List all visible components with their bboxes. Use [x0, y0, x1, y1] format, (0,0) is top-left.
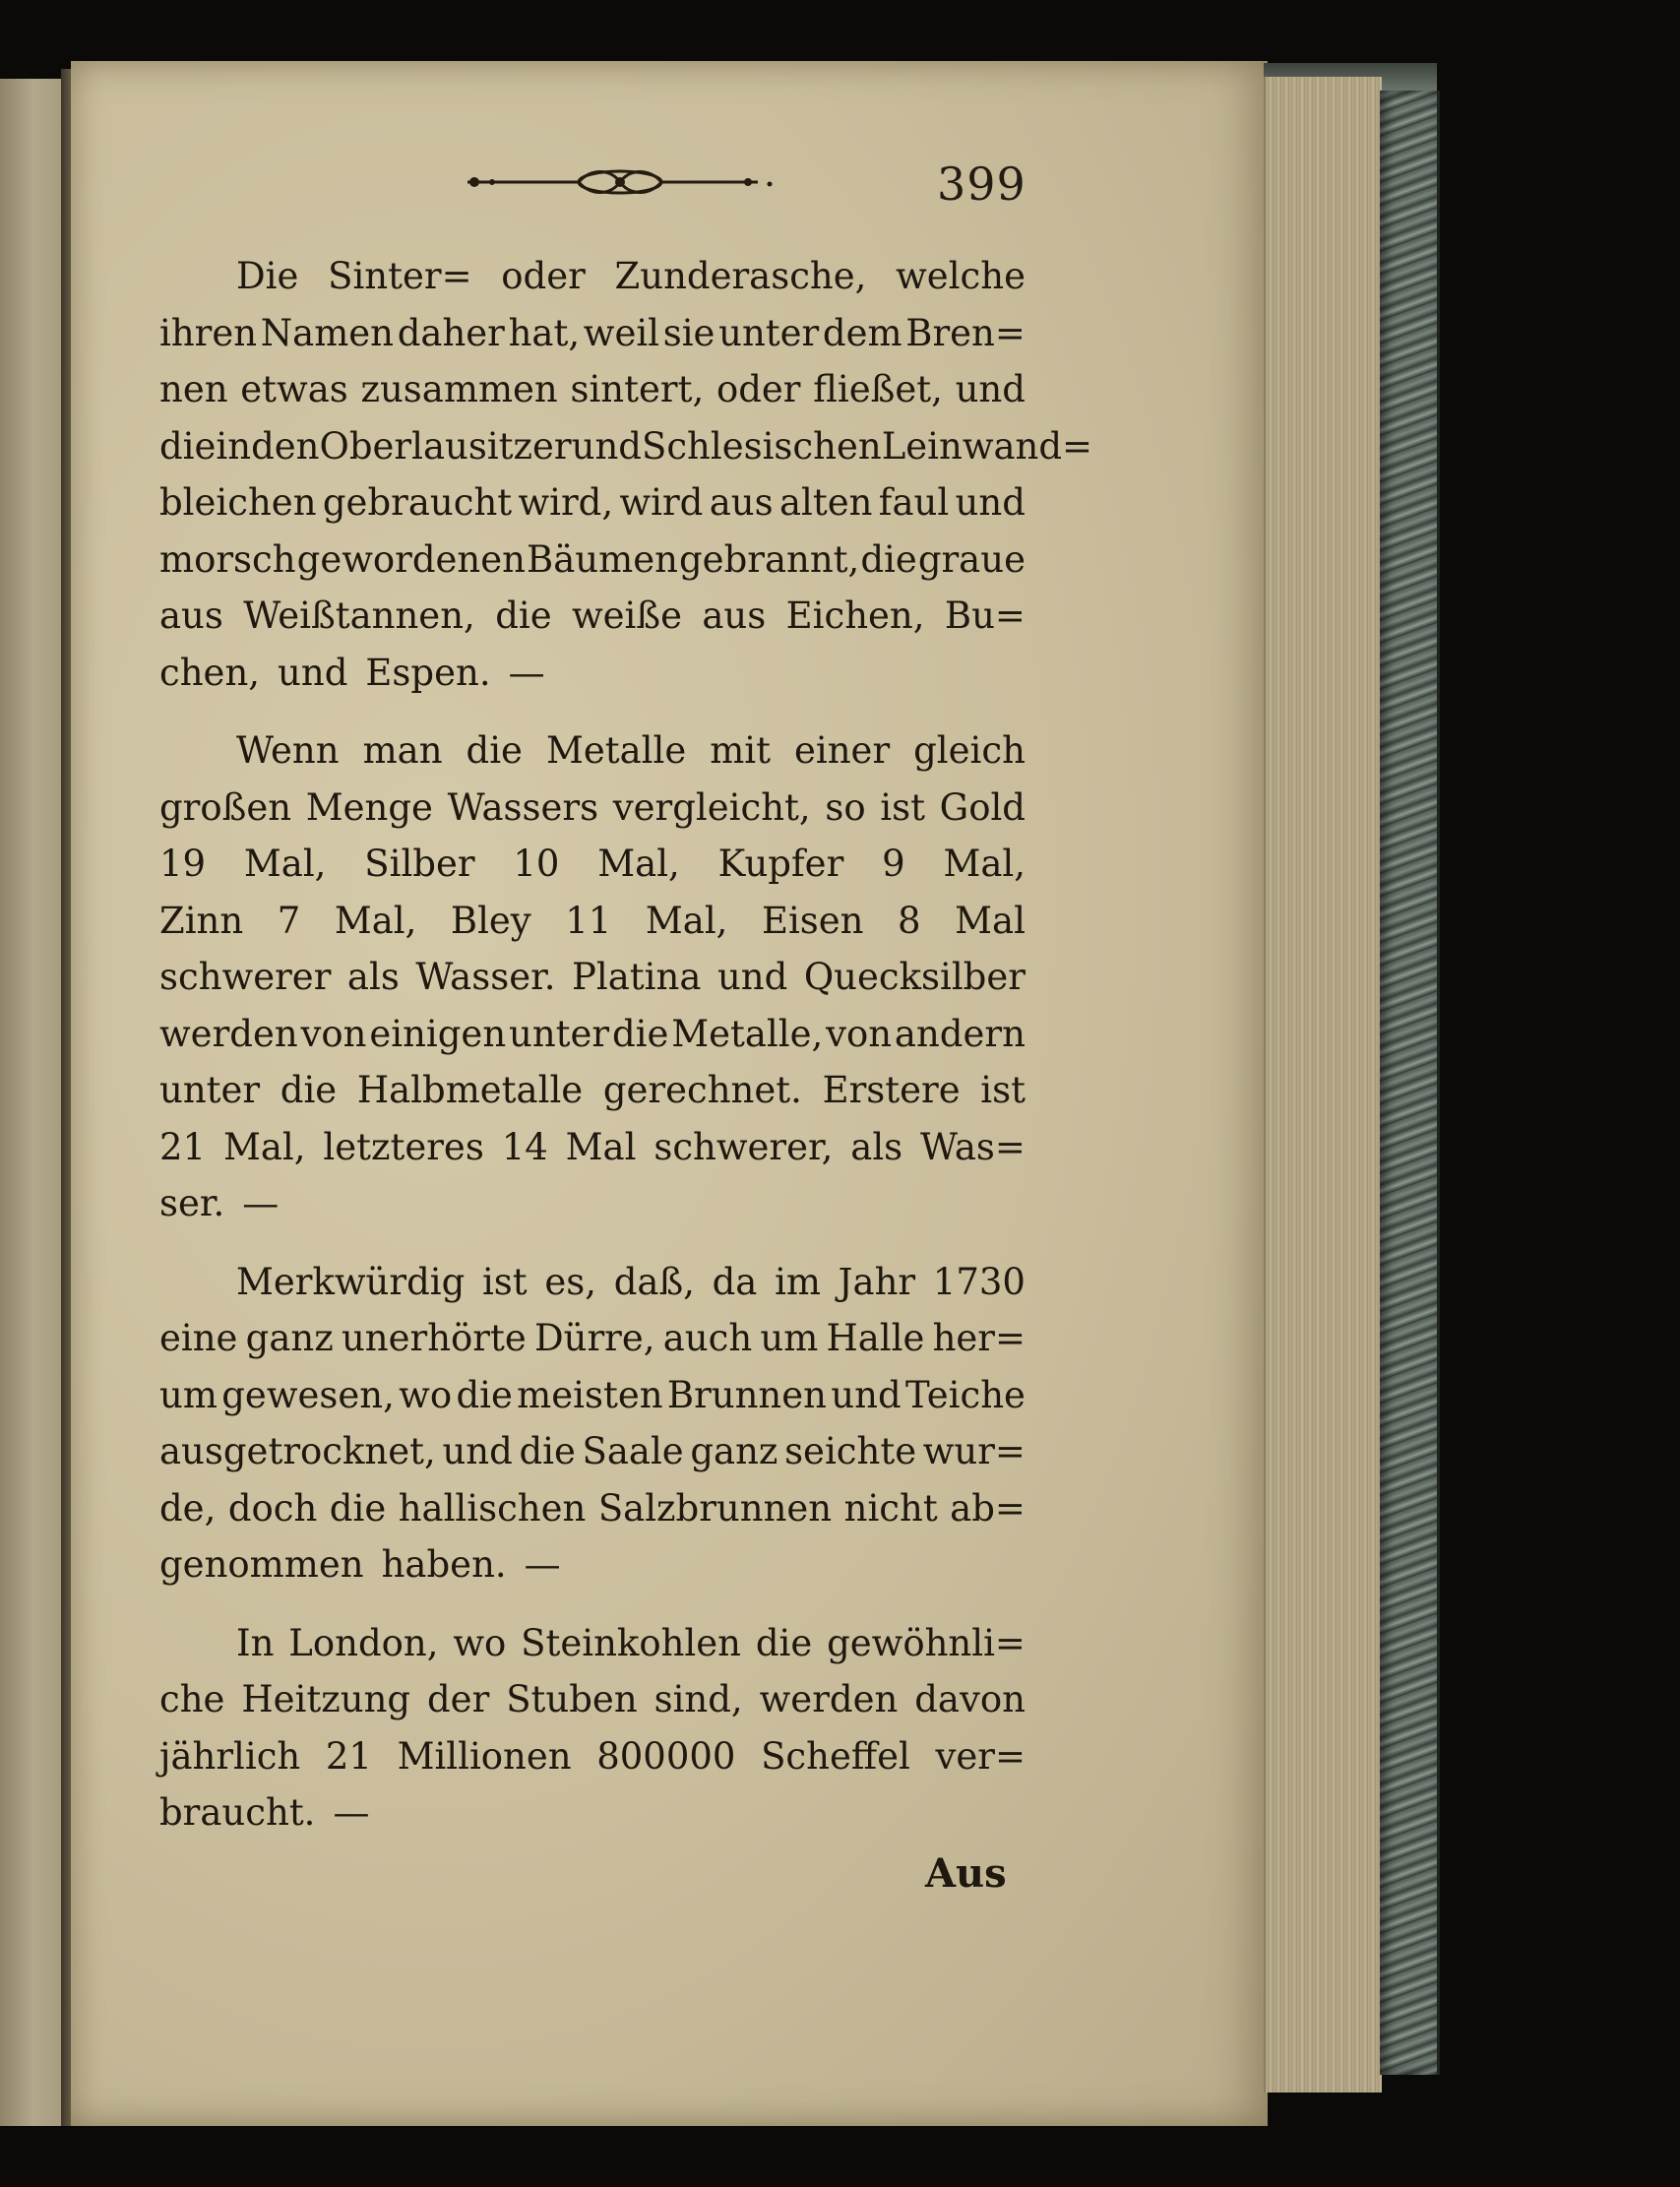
- word: gewöhnli=: [827, 1621, 1026, 1664]
- word: die: [755, 1621, 813, 1664]
- word: wo: [399, 1373, 453, 1416]
- word: als: [346, 956, 400, 998]
- word: 21: [325, 1734, 372, 1778]
- word: Jahr: [838, 1260, 916, 1303]
- body-text: [159, 248, 1093, 1842]
- word: sind,: [653, 1678, 743, 1720]
- word: London,: [288, 1621, 439, 1664]
- word: und: [278, 651, 348, 694]
- word: genommen: [159, 1543, 364, 1586]
- word: Mal,: [645, 899, 728, 942]
- word: die: [519, 1430, 576, 1472]
- word: etwas: [240, 368, 348, 410]
- word: um: [159, 1373, 218, 1416]
- word: 10: [513, 843, 560, 885]
- word: der: [427, 1678, 490, 1720]
- word: die: [495, 594, 552, 637]
- word: unter: [508, 1012, 610, 1055]
- text-line: [159, 1006, 1026, 1063]
- word: andern: [894, 1012, 1026, 1055]
- word: aus: [702, 594, 767, 637]
- word: wo: [453, 1621, 507, 1664]
- word: unter: [718, 311, 820, 354]
- word: von: [300, 1012, 367, 1055]
- word: Espen.: [365, 651, 491, 694]
- catchword: Aus: [925, 1850, 1007, 1897]
- word: nicht: [843, 1486, 938, 1530]
- word: in: [216, 424, 252, 468]
- word: ihren: [159, 311, 258, 354]
- word: Silber: [364, 843, 475, 885]
- word: die: [159, 424, 217, 468]
- paragraph-gap: [159, 1232, 1026, 1254]
- word: ist: [980, 1069, 1026, 1111]
- word: Zunderasche,: [614, 255, 867, 297]
- word: Mal,: [597, 843, 680, 885]
- word: werden: [759, 1678, 899, 1720]
- page-number: 399: [937, 157, 1027, 211]
- text-line: [159, 588, 1026, 645]
- text-line: [159, 645, 1026, 702]
- word: chen,: [159, 651, 261, 694]
- word: Schlesischen: [641, 424, 882, 468]
- text-line: [159, 1784, 1026, 1842]
- word: Teiche: [904, 1373, 1026, 1416]
- word: es,: [544, 1260, 597, 1303]
- header-ornament: [463, 162, 778, 202]
- word: —: [524, 1543, 561, 1586]
- text-line: [159, 893, 1026, 950]
- text-line: [159, 1423, 1026, 1480]
- word: Mal,: [243, 843, 327, 885]
- word: die: [329, 1486, 387, 1530]
- word: Brunnen: [666, 1373, 827, 1416]
- word: einigen: [369, 1012, 507, 1055]
- word: und: [955, 481, 1026, 524]
- word: Metalle,: [671, 1012, 824, 1055]
- word: und: [955, 368, 1026, 410]
- word: seichte: [784, 1430, 917, 1472]
- word: Eisen: [761, 899, 864, 942]
- word: Mal,: [334, 899, 417, 942]
- word: aus: [159, 594, 223, 637]
- word: haben.: [381, 1543, 507, 1586]
- word: 14: [501, 1125, 548, 1168]
- word: wird,: [518, 481, 614, 524]
- word: Saale: [582, 1430, 684, 1472]
- word: ausgetrocknet,: [159, 1430, 436, 1472]
- word: ab=: [950, 1486, 1026, 1530]
- word: die: [456, 1373, 513, 1416]
- word: so: [825, 785, 866, 829]
- word: daher: [397, 311, 505, 354]
- word: schwerer: [159, 956, 332, 998]
- word: Halle: [826, 1317, 925, 1359]
- word: Wassers: [447, 785, 599, 829]
- marbled-cover-board: [1380, 91, 1440, 2075]
- word: 11: [565, 899, 612, 942]
- text-line: [159, 1480, 1026, 1537]
- word: im: [775, 1260, 821, 1303]
- word: großen: [159, 785, 292, 829]
- text-line: [159, 1062, 1026, 1119]
- word: nen: [159, 368, 228, 410]
- word: zusammen: [360, 368, 558, 410]
- text-line: [159, 1367, 1026, 1424]
- word: Mal: [565, 1125, 637, 1168]
- word: Oberlausitzer: [319, 424, 572, 468]
- word: hallischen: [398, 1486, 587, 1530]
- word: und: [442, 1430, 513, 1472]
- word: Wasser.: [415, 956, 556, 998]
- word: Stuben: [506, 1678, 638, 1720]
- word: Menge: [305, 785, 433, 829]
- word: Wenn: [236, 729, 340, 772]
- word: oder: [716, 368, 801, 410]
- word: davon: [914, 1678, 1026, 1720]
- word: gebrannt,: [678, 537, 860, 581]
- word: Sinter=: [328, 255, 472, 297]
- word: die: [466, 729, 523, 772]
- text-line: [159, 722, 1026, 780]
- word: Scheffel: [761, 1734, 910, 1778]
- word: Bren=: [905, 311, 1026, 354]
- word: sintert,: [570, 368, 705, 410]
- word: gerechnet.: [602, 1069, 802, 1111]
- text-line: [159, 1119, 1026, 1176]
- word: doch: [227, 1486, 318, 1530]
- word: Kupfer: [717, 843, 844, 885]
- word: Millionen: [397, 1734, 572, 1778]
- word: Leinwand=: [881, 424, 1093, 468]
- word: Salzbrunnen: [597, 1486, 833, 1530]
- word: jährlich: [159, 1734, 301, 1778]
- text-line: [159, 1615, 1026, 1672]
- word: Quecksilber: [803, 956, 1026, 998]
- word: ser.: [159, 1182, 225, 1224]
- page-fore-edge: [1264, 77, 1382, 2093]
- word: che: [159, 1678, 225, 1720]
- word: weiße: [571, 594, 682, 637]
- word: ist: [880, 785, 925, 829]
- text-line: [159, 474, 1026, 531]
- text-line: [159, 418, 1093, 475]
- word: 7: [277, 899, 301, 942]
- word: die: [611, 1012, 669, 1055]
- word: fließet,: [813, 368, 943, 410]
- paragraph: [159, 722, 1026, 1232]
- text-line: [159, 305, 1026, 362]
- text-line: [159, 1671, 1026, 1728]
- word: unerhörte: [341, 1317, 527, 1359]
- text-line: [159, 1310, 1026, 1367]
- word: graue: [917, 537, 1026, 581]
- word: als: [850, 1125, 903, 1168]
- word: ganz: [690, 1430, 778, 1472]
- word: welche: [896, 255, 1026, 297]
- word: Gold: [939, 785, 1026, 829]
- paragraph-gap: [159, 701, 1026, 722]
- word: Mal,: [943, 843, 1026, 885]
- word: alten: [778, 481, 873, 524]
- word: —: [333, 1791, 370, 1834]
- word: um: [760, 1317, 819, 1359]
- text-line: [159, 780, 1026, 837]
- previous-page-edge: [0, 79, 63, 2126]
- word: Metalle: [545, 729, 687, 772]
- word: mit: [710, 729, 771, 772]
- paragraph: [159, 1615, 1026, 1842]
- word: Bu=: [944, 594, 1026, 637]
- word: morsch: [159, 537, 296, 581]
- word: 9: [882, 843, 905, 885]
- word: Merkwürdig: [236, 1260, 466, 1303]
- text-line: [159, 361, 1026, 418]
- word: die: [860, 537, 917, 581]
- word: Mal: [955, 899, 1026, 942]
- word: von: [826, 1012, 893, 1055]
- word: ver=: [935, 1734, 1026, 1778]
- word: de,: [159, 1486, 217, 1530]
- word: faul: [878, 481, 950, 524]
- word: Platina: [572, 956, 702, 998]
- word: ganz: [245, 1317, 334, 1359]
- word: Dürre,: [533, 1317, 655, 1359]
- paragraph-gap: [159, 1593, 1026, 1615]
- word: man: [362, 729, 443, 772]
- word: —: [508, 651, 545, 694]
- word: werden: [159, 1012, 298, 1055]
- word: Heitzung: [241, 1678, 411, 1720]
- word: meisten: [517, 1373, 663, 1416]
- word: wur=: [922, 1430, 1026, 1472]
- paragraph: [159, 1254, 1026, 1593]
- word: 8: [898, 899, 921, 942]
- word: Eichen,: [785, 594, 925, 637]
- text-line: [159, 1175, 1026, 1232]
- word: unter: [159, 1069, 261, 1111]
- word: Bley: [450, 899, 531, 942]
- word: und: [716, 956, 788, 998]
- word: bleichen: [159, 481, 317, 524]
- word: eine: [159, 1317, 238, 1359]
- word: Mal,: [222, 1125, 306, 1168]
- word: braucht.: [159, 1791, 316, 1834]
- word: Halbmetalle: [356, 1069, 584, 1111]
- word: und: [571, 424, 642, 468]
- word: 800000: [596, 1734, 736, 1778]
- word: da: [712, 1260, 758, 1303]
- word: dem: [822, 311, 902, 354]
- word: aus: [709, 481, 774, 524]
- word: letzteres: [323, 1125, 484, 1168]
- word: weil: [583, 311, 660, 354]
- word: ist: [481, 1260, 528, 1303]
- word: Erstere: [822, 1069, 961, 1111]
- word: gewesen,: [221, 1373, 395, 1416]
- paragraph: [159, 248, 1093, 701]
- word: Was=: [920, 1125, 1026, 1168]
- word: 1730: [932, 1260, 1026, 1303]
- word: gleich: [913, 729, 1026, 772]
- word: die: [280, 1069, 338, 1111]
- word: gewordenen: [296, 537, 526, 581]
- word: auch: [662, 1317, 753, 1359]
- word: und: [831, 1373, 902, 1416]
- word: Die: [236, 255, 299, 297]
- word: hat,: [508, 311, 581, 354]
- word: gebraucht: [322, 481, 513, 524]
- text-line: [159, 1536, 1026, 1593]
- word: den: [251, 424, 320, 468]
- word: einer: [793, 729, 891, 772]
- text-line: [159, 949, 1026, 1006]
- word: daß,: [613, 1260, 695, 1303]
- word: sie: [662, 311, 716, 354]
- word: Namen: [260, 311, 395, 354]
- word: oder: [501, 255, 586, 297]
- text-line: [159, 1254, 1026, 1311]
- word: 21: [159, 1125, 207, 1168]
- word: vergleicht,: [612, 785, 811, 829]
- word: —: [242, 1182, 280, 1224]
- word: wird: [619, 481, 704, 524]
- word: schwerer,: [653, 1125, 834, 1168]
- text-line: [159, 531, 1026, 589]
- word: 19: [159, 843, 207, 885]
- word: Zinn: [159, 899, 244, 942]
- word: In: [236, 1621, 275, 1664]
- word: Bäumen: [527, 537, 678, 581]
- word: her=: [932, 1317, 1026, 1359]
- text-line: [159, 836, 1026, 893]
- word: Steinkohlen: [521, 1621, 741, 1664]
- word: Weißtannen,: [243, 594, 475, 637]
- text-line: [159, 248, 1026, 305]
- text-line: [159, 1728, 1026, 1785]
